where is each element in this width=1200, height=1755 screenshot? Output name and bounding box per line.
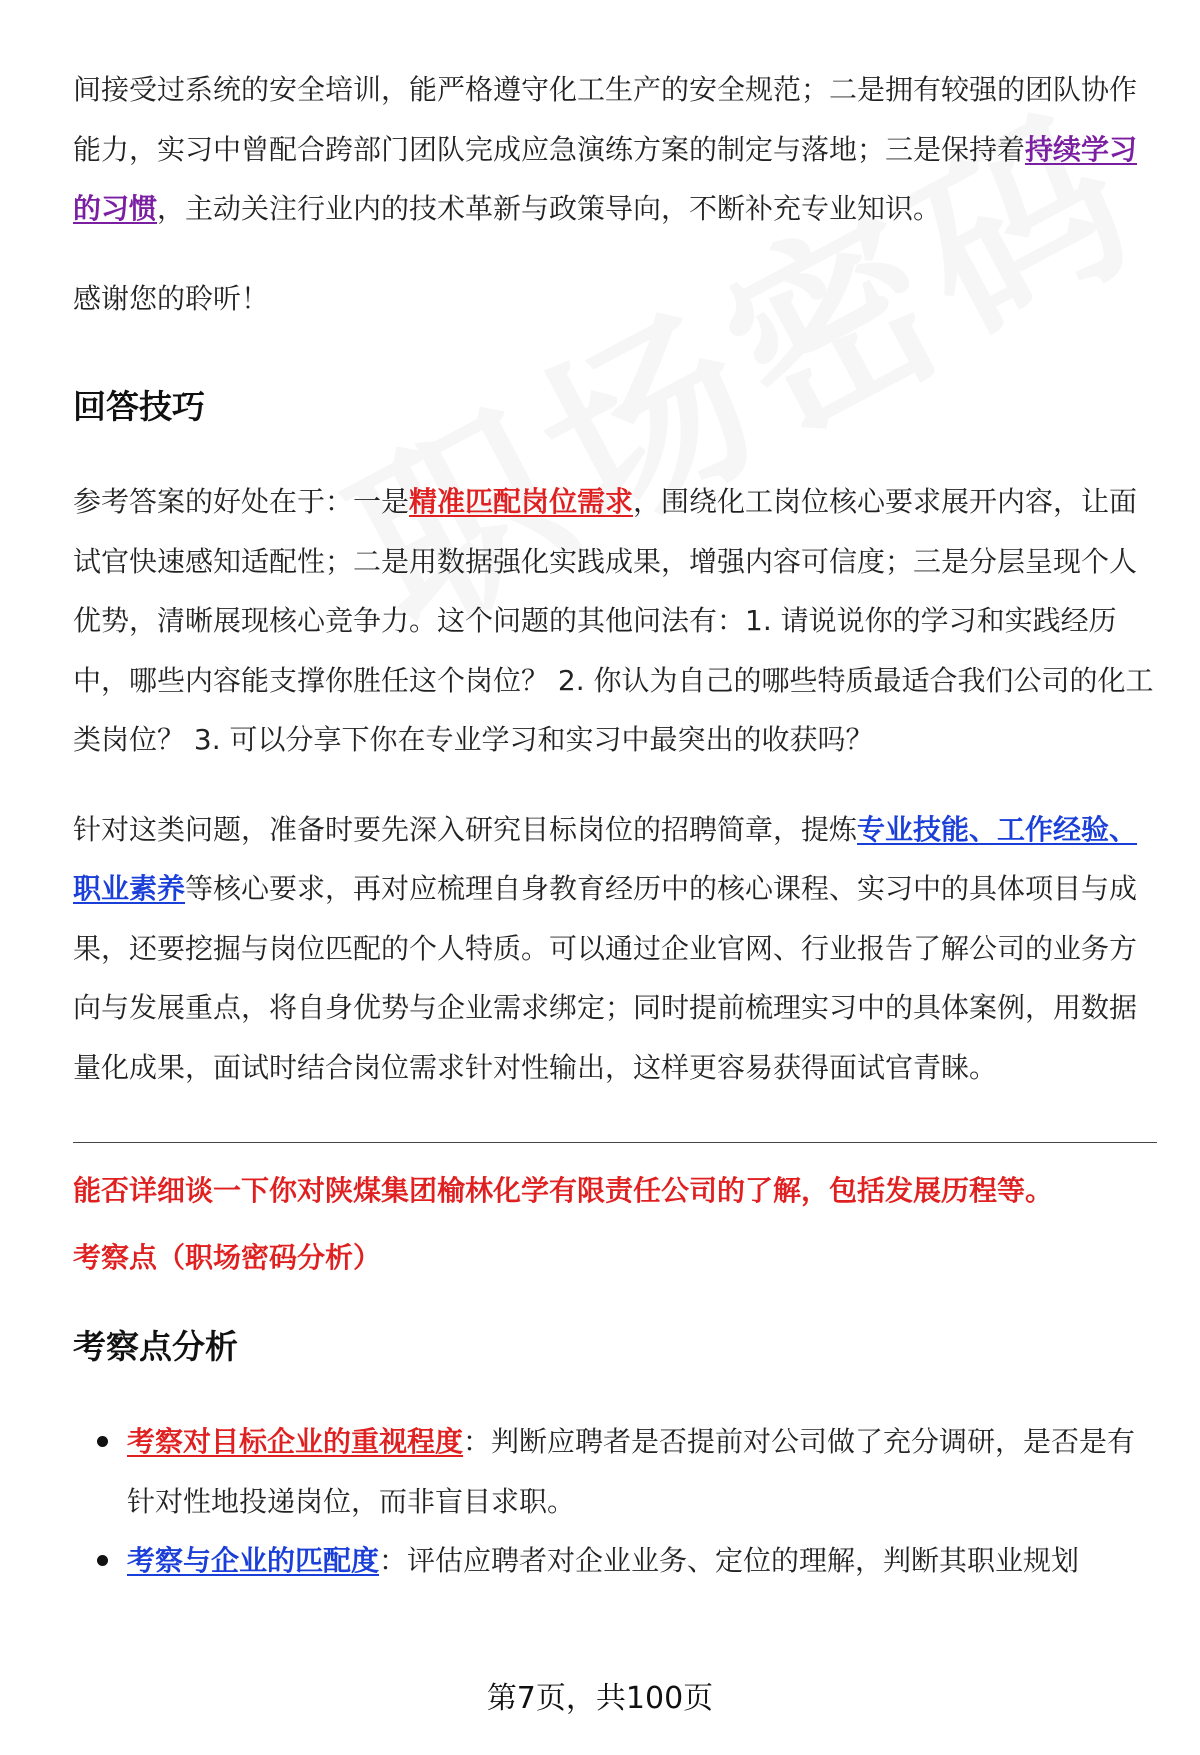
analysis-item-text: ：判断应聘者是否提前对公司做了充分调研，是否是有针对性地投递岗位，而非盲目求职。 (127, 1425, 1136, 1518)
analysis-item-emphasis: 考察对目标企业的重视程度 (127, 1425, 464, 1458)
page-number-footer: 第7页，共100页 (486, 1681, 714, 1716)
intro-emphasis: 持续学习的习惯 (73, 132, 1138, 225)
intro-paragraph (73, 60, 1157, 239)
answer-tips-paragraph-1 (73, 472, 1157, 770)
document-body (73, 60, 1157, 1591)
intro-text-2: ，主动关注行业内的技术革新与政策导向，不断补充专业知识。 (157, 192, 942, 225)
thanks-paragraph: 感谢您的聆听！ (73, 281, 270, 315)
tips2-text-2: 等核心要求，再对应梳理自身教育经历中的核心课程、实习中的具体项目与成果，还要挖掘与岗位匹配的个人特质。可以通过企业官网、行业报告了解公司的业务方向与发展重点，将自身优势与企业需求绑定；同时提前梳理实习中的具体案例，用数据量化成果，面试时结合岗位需求针对性输出，这样更容易获得面试官青睐。 (73, 872, 1138, 1084)
analysis-list (73, 1412, 1157, 1591)
bullet-icon (97, 1555, 108, 1566)
analysis-heading: 考察点分析 (73, 1327, 238, 1366)
question-title: 能否详细谈一下你对陕煤集团榆林化学有限责任公司的了解，包括发展历程等。 (73, 1174, 1054, 1207)
tips2-emphasis: 专业技能、工作经验、职业素养 (73, 812, 1138, 905)
answer-tips-heading: 回答技巧 (73, 387, 205, 426)
examination-point-label: 考察点（职场密码分析） (73, 1241, 382, 1274)
tips1-emphasis: 精准匹配岗位需求 (409, 485, 634, 518)
tips1-text-1: 参考答案的好处在于：一是 (73, 485, 410, 518)
intro-text-1: 间接受过系统的安全培训，能严格遵守化工生产的安全规范；二是拥有较强的团队协作能力，实习中曾配合跨部门团队完成应急演练方案的制定与落地；三是保持着 (73, 73, 1138, 166)
analysis-item-text: ：评估应聘者对企业业务、定位的理解，判断其职业规划 (379, 1544, 1080, 1577)
bullet-icon (97, 1436, 108, 1447)
list-item (73, 1531, 1157, 1591)
list-item (73, 1412, 1157, 1531)
tips2-text-1: 针对这类问题，准备时要先深入研究目标岗位的招聘简章，提炼 (73, 812, 858, 846)
tips1-text-2: ，围绕化工岗位核心要求展开内容，让面试官快速感知适配性；二是用数据强化实践成果，增强内容可信度；三是分层呈现个人优势，清晰展现核心竞争力。这个问题的其他问法有：1. 请说说你的学习和实践经历中，哪些内容能支撑你胜任这个岗位？ 2. 你认为自己的哪些特质最适合我们公司的化工类岗位？ 3. 可以分享下你在专业学习和实习中最突出的收获吗？ (73, 485, 1154, 756)
analysis-item-emphasis: 考察与企业的匹配度 (127, 1544, 380, 1577)
section-divider (73, 1142, 1157, 1143)
answer-tips-paragraph-2 (73, 800, 1157, 1098)
